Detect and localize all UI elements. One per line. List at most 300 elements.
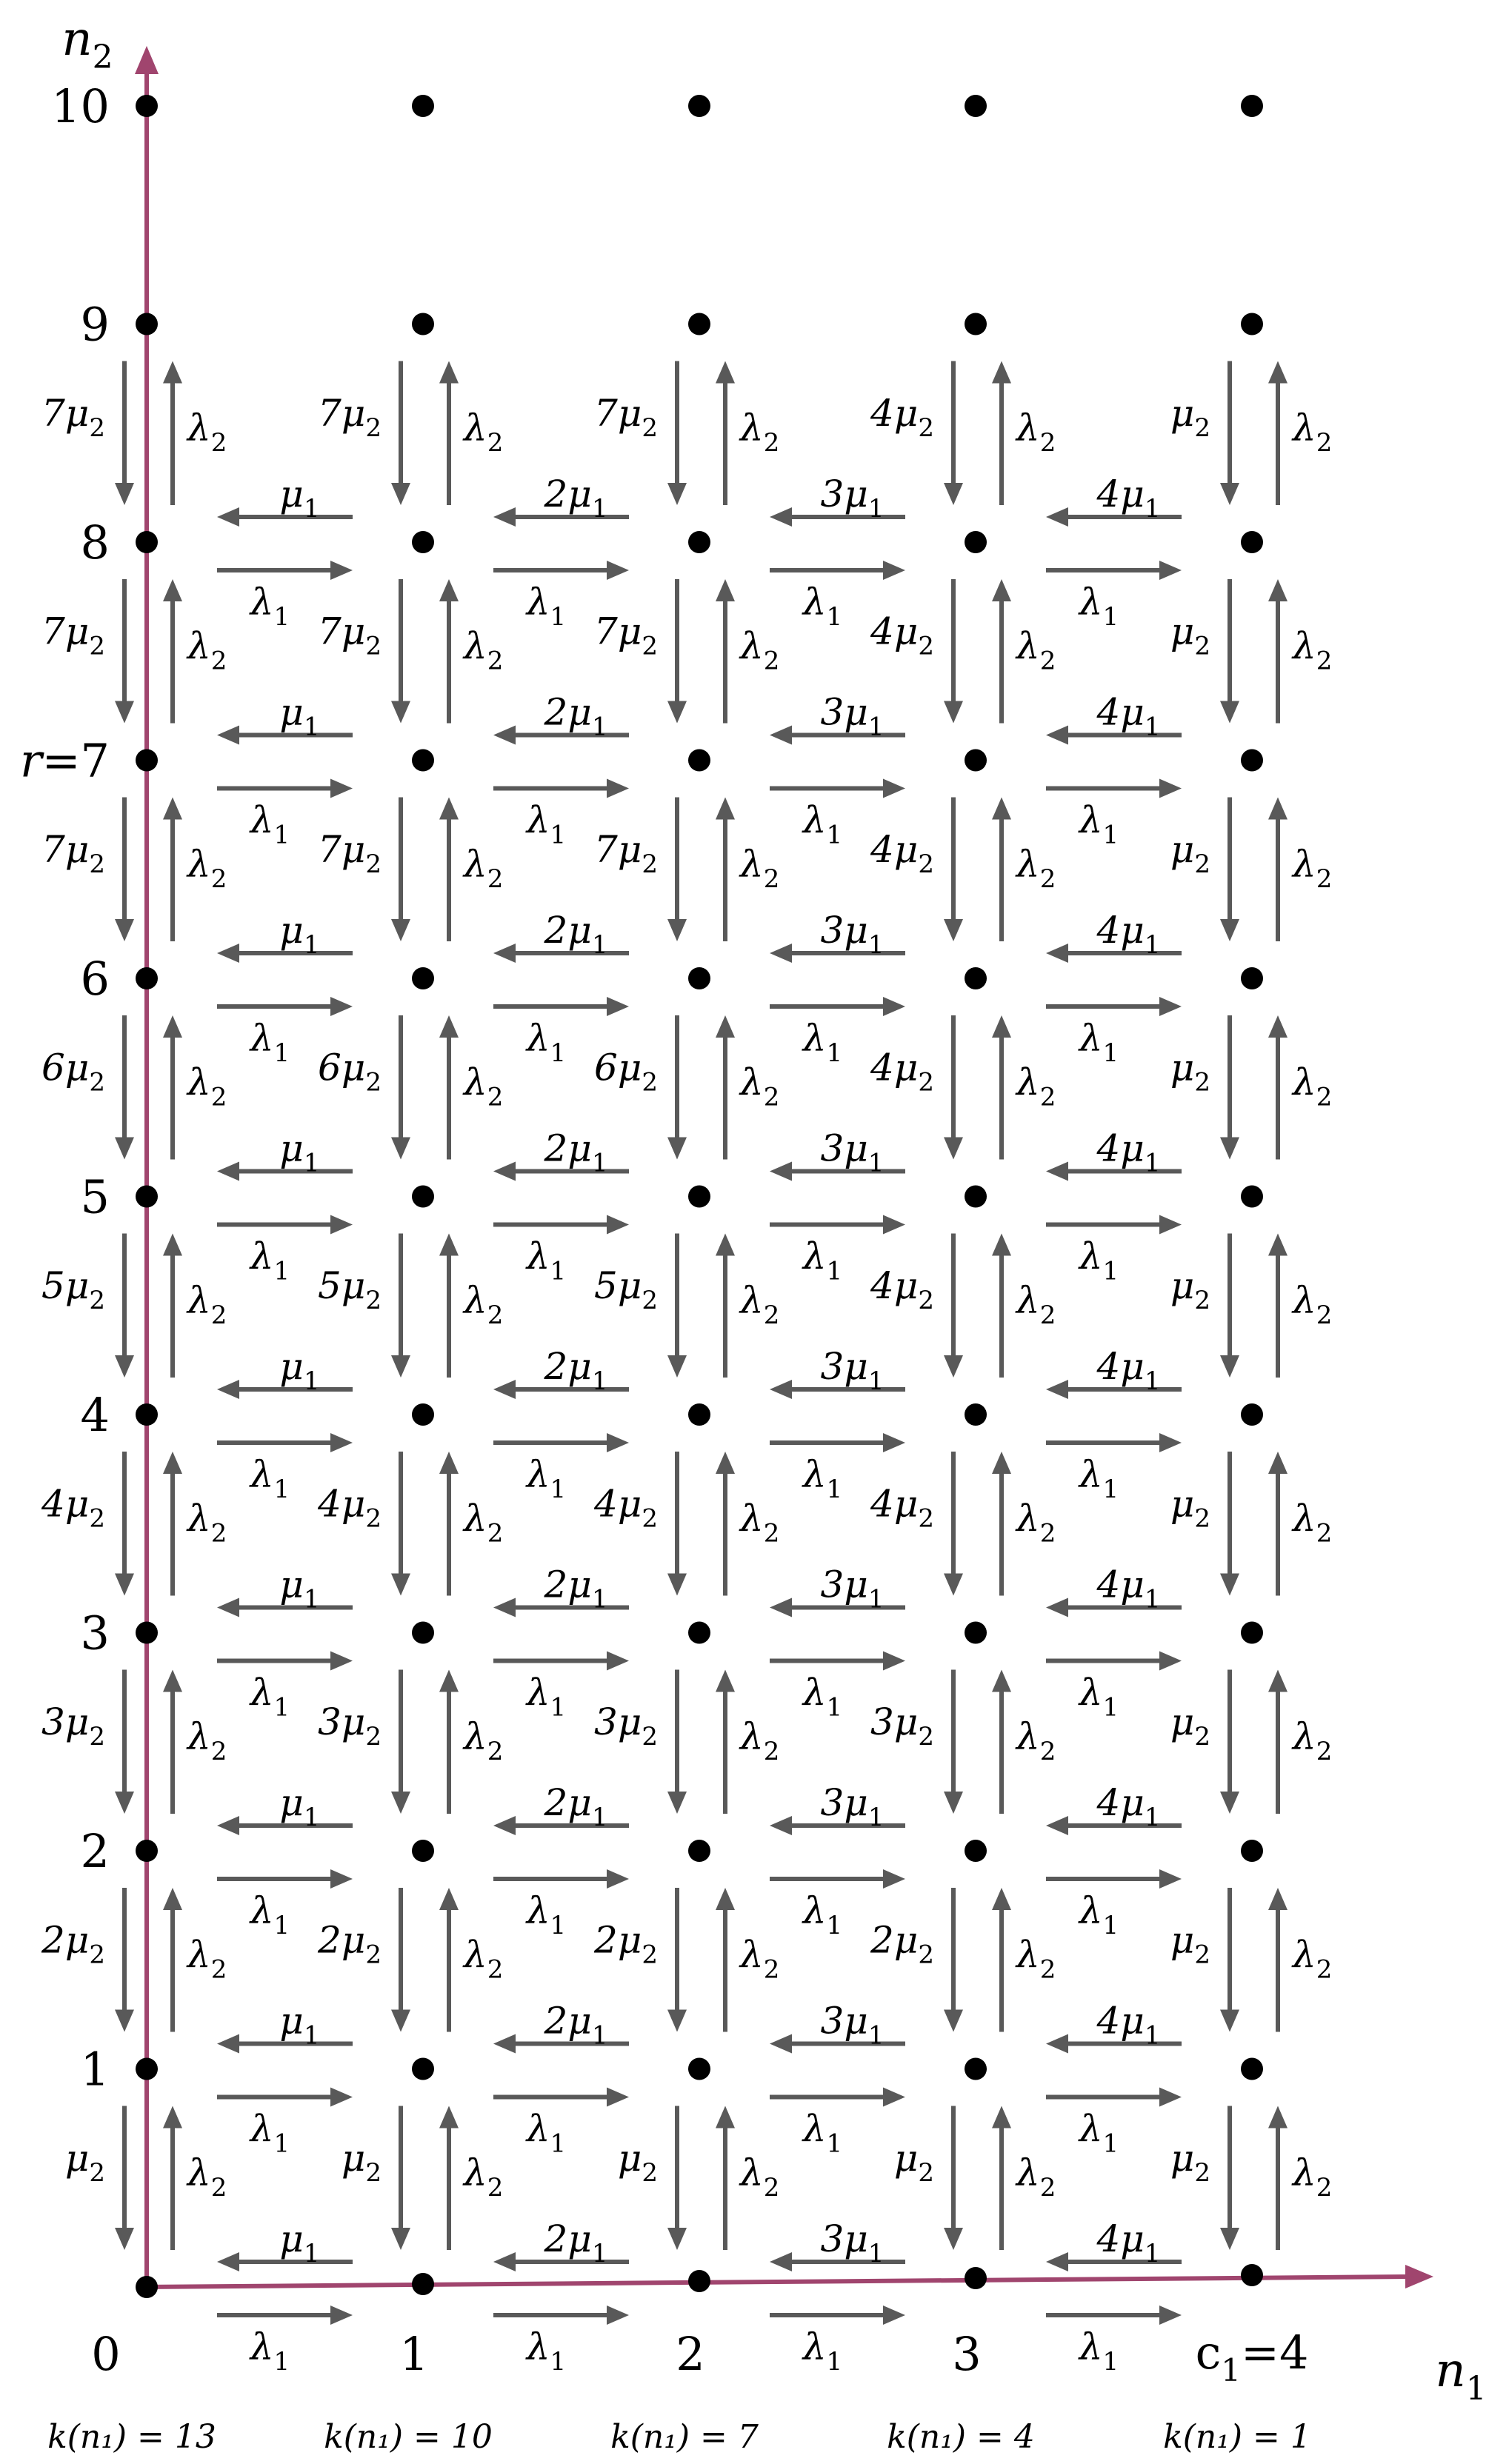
state-node <box>965 2267 987 2289</box>
mu2-down-arrow <box>944 1888 963 2032</box>
mu1-rate-label: $2\mu_1$ <box>544 1563 608 1615</box>
mu1-rate-label: $4\mu_1$ <box>1096 1781 1161 1832</box>
lambda2-rate-label: $\lambda_2$ <box>1293 1497 1333 1549</box>
lambda2-rate-label: $\lambda_2$ <box>464 1933 504 1985</box>
y-tick-label: 4 <box>80 1388 110 1442</box>
mu2-down-arrow-head <box>1220 2010 1239 2032</box>
mu2-down-arrow <box>667 579 687 724</box>
lambda2-up-arrow-head <box>439 1452 459 1474</box>
lambda1-rate-label: $\lambda_1$ <box>250 1889 290 1940</box>
mu1-left-arrow-head <box>217 1816 239 1835</box>
lambda2-up-arrow-head <box>163 1888 182 1910</box>
state-node <box>688 1840 710 1862</box>
lambda1-right-arrow <box>1046 997 1182 1016</box>
mu1-left-arrow-head <box>217 726 239 745</box>
state-node <box>136 95 158 117</box>
lambda2-up-arrow <box>716 2106 735 2251</box>
mu1-left-arrow-head <box>1046 2034 1068 2054</box>
mu1-rate-label: $3\mu_1$ <box>820 1999 885 2051</box>
lambda1-rate-label: $\lambda_1$ <box>1079 1017 1119 1068</box>
mu2-rate-label: $2\mu_2$ <box>870 1918 934 1970</box>
lambda2-up-arrow-head <box>439 1015 459 1038</box>
lambda1-rate-label: $\lambda_1$ <box>802 1889 843 1940</box>
lambda1-right-arrow <box>770 561 905 580</box>
mu1-left-arrow-head <box>217 944 239 963</box>
mu1-left-arrow-head <box>1046 1816 1068 1835</box>
mu1-rate-label: $3\mu_1$ <box>820 1345 885 1396</box>
lambda2-up-arrow <box>716 579 735 724</box>
k-label: k(n₁) = 4 <box>887 2418 1035 2456</box>
mu1-rate-label: $2\mu_1$ <box>544 1345 608 1396</box>
lambda1-rate-label: $\lambda_1$ <box>526 2107 567 2159</box>
state-node <box>688 1186 710 1208</box>
lambda1-rate-label: $\lambda_1$ <box>802 581 843 632</box>
mu2-rate-label: $\mu_2$ <box>1170 1482 1210 1534</box>
lambda2-rate-label: $\lambda_2$ <box>1293 1061 1333 1112</box>
lambda1-rate-label: $\lambda_1$ <box>1079 1453 1119 1504</box>
state-node <box>1241 531 1263 553</box>
lambda2-rate-label: $\lambda_2$ <box>187 842 227 894</box>
mu1-rate-label: $4\mu_1$ <box>1096 473 1161 524</box>
lambda1-rate-label: $\lambda_1$ <box>1079 2107 1119 2159</box>
mu2-down-arrow-head <box>944 1792 963 1814</box>
lambda2-up-arrow <box>716 798 735 942</box>
lambda2-rate-label: $\lambda_2$ <box>464 624 504 676</box>
lambda1-right-arrow <box>1046 1215 1182 1235</box>
mu1-left-arrow-head <box>493 1162 516 1181</box>
y-tick-label: 3 <box>80 1606 110 1660</box>
y-axis-arrowhead <box>135 46 159 74</box>
lambda2-rate-label: $\lambda_2$ <box>1016 406 1056 458</box>
state-nodes <box>136 95 1263 2298</box>
lambda2-up-arrow <box>439 579 459 724</box>
mu2-down-arrow <box>391 579 410 724</box>
lambda2-rate-label: $\lambda_2$ <box>1293 842 1333 894</box>
state-node <box>136 749 158 772</box>
mu2-down-arrow <box>667 798 687 942</box>
mu2-rate-label: $\mu_2$ <box>1170 2136 1210 2188</box>
lambda1-right-arrow <box>217 997 353 1016</box>
mu1-rate-label: $3\mu_1$ <box>820 690 885 742</box>
lambda1-right-arrow-head <box>607 1215 629 1235</box>
state-node <box>136 1840 158 1862</box>
lambda1-right-arrow <box>217 1215 353 1235</box>
state-node <box>965 95 987 117</box>
mu2-rate-label: $\mu_2$ <box>1170 1046 1210 1098</box>
mu2-rate-label: $5\mu_2$ <box>594 1263 658 1315</box>
state-node <box>136 1186 158 1208</box>
mu2-down-arrow-head <box>391 919 410 941</box>
k-label: k(n₁) = 10 <box>324 2418 493 2456</box>
mu1-left-arrow-head <box>1046 1380 1068 1399</box>
mu2-down-arrow <box>667 1452 687 1596</box>
lambda2-up-arrow <box>439 1015 459 1160</box>
lambda1-right-arrow <box>493 997 629 1016</box>
origin-label: 0 <box>91 2327 121 2381</box>
lambda2-up-arrow-head <box>992 1888 1011 1910</box>
mu1-left-arrow-head <box>493 2034 516 2054</box>
lambda2-up-arrow <box>163 361 182 506</box>
mu2-down-arrow <box>1220 579 1239 724</box>
mu2-rate-label: $7\mu_2$ <box>41 610 105 661</box>
mu2-rate-label: $7\mu_2$ <box>41 391 105 443</box>
mu2-down-arrow <box>391 1888 410 2032</box>
lambda2-rate-label: $\lambda_2$ <box>464 2151 504 2203</box>
lambda2-rate-label: $\lambda_2$ <box>1293 624 1333 676</box>
state-node <box>412 1186 434 1208</box>
lambda1-right-arrow-head <box>1159 2088 1182 2107</box>
lambda2-rate-label: $\lambda_2$ <box>464 1061 504 1112</box>
lambda2-up-arrow <box>716 1234 735 1378</box>
state-node <box>412 1403 434 1426</box>
mu2-down-arrow <box>944 1670 963 1814</box>
lambda1-right-arrow <box>493 1869 629 1889</box>
mu2-down-arrow-head <box>115 1355 134 1378</box>
mu2-rate-label: $3\mu_2$ <box>318 1700 382 1752</box>
lambda1-right-arrow <box>217 2306 353 2325</box>
x-tick-label: 1 <box>399 2327 429 2381</box>
state-node <box>412 313 434 335</box>
lambda1-right-arrow-head <box>330 561 353 580</box>
lambda2-rate-label: $\lambda_2$ <box>1016 1933 1056 1985</box>
mu1-left-arrow-head <box>1046 507 1068 527</box>
lambda1-rate-label: $\lambda_1$ <box>1079 1889 1119 1940</box>
lambda2-up-arrow <box>1268 1015 1288 1160</box>
lambda2-up-arrow-head <box>716 1888 735 1910</box>
lambda1-rate-label: $\lambda_1$ <box>250 581 290 632</box>
lambda2-up-arrow <box>439 1452 459 1596</box>
lambda1-right-arrow-head <box>330 779 353 798</box>
y-tick-label: 9 <box>80 297 110 352</box>
lambda1-right-arrow-head <box>330 2306 353 2325</box>
mu2-down-arrow <box>944 798 963 942</box>
mu2-rate-label: $4\mu_2$ <box>870 827 934 879</box>
lambda2-up-arrow-head <box>1268 1015 1288 1038</box>
lambda2-rate-label: $\lambda_2$ <box>464 1497 504 1549</box>
state-node <box>136 2276 158 2298</box>
state-node <box>412 2273 434 2295</box>
lambda2-up-arrow <box>163 1888 182 2032</box>
mu1-left-arrow-head <box>217 507 239 527</box>
mu2-down-arrow-head <box>1220 2228 1239 2250</box>
lambda2-rate-label: $\lambda_2$ <box>740 1061 780 1112</box>
lambda2-rate-label: $\lambda_2$ <box>187 1061 227 1112</box>
lambda2-up-arrow <box>439 2106 459 2251</box>
lambda2-rate-label: $\lambda_2$ <box>1293 1933 1333 1985</box>
lambda1-right-arrow <box>217 1869 353 1889</box>
x-axis-arrowhead <box>1405 2265 1433 2288</box>
mu1-rate-label: $3\mu_1$ <box>820 1126 885 1178</box>
lambda2-up-arrow <box>992 361 1011 506</box>
mu2-down-arrow <box>1220 2106 1239 2251</box>
mu2-down-arrow <box>391 798 410 942</box>
lambda2-rate-label: $\lambda_2$ <box>187 1278 227 1330</box>
mu1-rate-label: $2\mu_1$ <box>544 690 608 742</box>
lambda2-rate-label: $\lambda_2$ <box>1016 1715 1056 1766</box>
mu1-rate-label: $\mu_1$ <box>279 473 320 524</box>
lambda2-up-arrow-head <box>716 798 735 820</box>
state-node <box>136 967 158 989</box>
mu1-rate-label: $2\mu_1$ <box>544 2217 608 2268</box>
mu2-down-arrow-head <box>115 2228 134 2250</box>
mu2-rate-label: $4\mu_2$ <box>870 391 934 443</box>
mu1-left-arrow-head <box>770 2034 792 2054</box>
mu2-down-arrow-head <box>1220 1355 1239 1378</box>
lambda2-up-arrow <box>1268 1888 1288 2032</box>
y-tick-label: 10 <box>51 79 110 133</box>
lambda2-up-arrow-head <box>439 1670 459 1692</box>
state-node <box>412 2058 434 2080</box>
mu1-rate-label: $4\mu_1$ <box>1096 690 1161 742</box>
lambda2-rate-label: $\lambda_2$ <box>464 1715 504 1766</box>
mu2-down-arrow <box>944 361 963 506</box>
lambda1-right-arrow-head <box>883 2088 905 2107</box>
mu2-rate-label: $4\mu_2$ <box>41 1482 105 1534</box>
lambda2-up-arrow-head <box>163 1234 182 1256</box>
lambda2-up-arrow-head <box>439 798 459 820</box>
state-node <box>965 1186 987 1208</box>
lambda1-right-arrow <box>217 1652 353 1671</box>
lambda2-rate-label: $\lambda_2$ <box>1016 624 1056 676</box>
mu2-down-arrow-head <box>944 2228 963 2250</box>
mu2-rate-label: $4\mu_2$ <box>870 610 934 661</box>
mu1-left-arrow-head <box>217 1598 239 1617</box>
lambda1-rate-label: $\lambda_1$ <box>802 1017 843 1068</box>
y-axis-label: $n_2$ <box>61 12 113 76</box>
lambda2-up-arrow <box>716 1888 735 2032</box>
lambda1-right-arrow-head <box>330 997 353 1016</box>
lambda2-up-arrow <box>992 1888 1011 2032</box>
mu2-down-arrow-head <box>667 701 687 724</box>
lambda2-up-arrow <box>1268 1234 1288 1378</box>
axes <box>61 12 1486 2408</box>
lambda1-right-arrow <box>770 997 905 1016</box>
mu1-left-arrow-head <box>493 1816 516 1835</box>
mu1-rate-label: $2\mu_1$ <box>544 1999 608 2051</box>
mu2-down-arrow <box>391 2106 410 2251</box>
lambda2-up-arrow-head <box>716 1015 735 1038</box>
state-node <box>412 531 434 553</box>
mu2-down-arrow <box>391 1015 410 1160</box>
lambda2-up-arrow <box>1268 1452 1288 1596</box>
state-node <box>1241 1186 1263 1208</box>
mu2-rate-label: $2\mu_2$ <box>41 1918 105 1970</box>
mu1-left-arrow-head <box>770 1162 792 1181</box>
lambda1-rate-label: $\lambda_1$ <box>526 1235 567 1286</box>
mu2-down-arrow <box>115 798 134 942</box>
lambda2-rate-label: $\lambda_2$ <box>740 624 780 676</box>
mu1-left-arrow-head <box>493 1380 516 1399</box>
k-labels <box>47 2418 1311 2456</box>
lambda2-up-arrow <box>1268 361 1288 506</box>
mu2-down-arrow-head <box>667 2010 687 2032</box>
lambda2-up-arrow-head <box>439 2106 459 2129</box>
lambda1-rate-label: $\lambda_1$ <box>802 1671 843 1723</box>
mu2-down-arrow <box>115 1234 134 1378</box>
mu2-rate-label: $4\mu_2$ <box>594 1482 658 1534</box>
mu1-left-arrow-head <box>1046 2252 1068 2271</box>
lambda1-right-arrow-head <box>1159 1433 1182 1452</box>
lambda1-right-arrow <box>493 779 629 798</box>
mu2-down-arrow-head <box>944 2010 963 2032</box>
mu1-left-arrow-head <box>1046 944 1068 963</box>
lambda1-right-arrow-head <box>883 997 905 1016</box>
x-tick-label: $c_1=4$ <box>1195 2326 1309 2388</box>
lambda2-rate-label: $\lambda_2$ <box>1016 1061 1056 1112</box>
mu1-rate-label: $\mu_1$ <box>279 1126 320 1178</box>
lambda1-right-arrow <box>217 779 353 798</box>
mu2-down-arrow-head <box>944 483 963 505</box>
lambda2-up-arrow-head <box>163 798 182 820</box>
lambda2-up-arrow <box>716 1015 735 1160</box>
mu2-rate-label: $3\mu_2$ <box>870 1700 934 1752</box>
lambda2-rate-label: $\lambda_2$ <box>1293 1278 1333 1330</box>
mu1-left-arrow-head <box>217 2034 239 2054</box>
lambda1-right-arrow-head <box>883 1215 905 1235</box>
mu2-rate-label: $\mu_2$ <box>893 2136 934 2188</box>
mu2-down-arrow <box>667 1888 687 2032</box>
mu2-down-arrow <box>667 2106 687 2251</box>
mu2-down-arrow-head <box>115 1792 134 1814</box>
lambda2-up-arrow-head <box>992 579 1011 601</box>
mu2-down-arrow <box>115 361 134 506</box>
lambda2-up-arrow <box>163 1015 182 1160</box>
mu1-rate-label: $\mu_1$ <box>279 1345 320 1396</box>
mu2-down-arrow-head <box>1220 701 1239 724</box>
state-node <box>136 531 158 553</box>
lambda1-rate-label: $\lambda_1$ <box>250 2326 290 2377</box>
mu2-down-arrow <box>1220 1888 1239 2032</box>
state-node <box>965 2058 987 2080</box>
lambda2-up-arrow-head <box>1268 2106 1288 2129</box>
lambda1-right-arrow-head <box>883 779 905 798</box>
lambda2-rate-label: $\lambda_2$ <box>1293 2151 1333 2203</box>
lambda2-up-arrow <box>716 361 735 506</box>
y-tick-label: 2 <box>80 1824 110 1878</box>
state-node <box>1241 2264 1263 2286</box>
lambda2-up-arrow-head <box>163 1015 182 1038</box>
mu2-down-arrow <box>115 1452 134 1596</box>
mu1-left-arrow-head <box>217 2252 239 2271</box>
mu1-rate-label: $2\mu_1$ <box>544 473 608 524</box>
mu1-left-arrow-head <box>770 1816 792 1835</box>
mu2-down-arrow <box>667 361 687 506</box>
mu1-rate-label: $4\mu_1$ <box>1096 909 1161 960</box>
lambda1-rate-label: $\lambda_1$ <box>1079 581 1119 632</box>
lambda1-right-arrow <box>493 1652 629 1671</box>
lambda1-right-arrow <box>770 1433 905 1452</box>
lambda2-up-arrow <box>992 1670 1011 1814</box>
mu2-down-arrow-head <box>391 1138 410 1160</box>
mu2-down-arrow-head <box>391 483 410 505</box>
lambda1-right-arrow-head <box>883 1652 905 1671</box>
mu2-down-arrow <box>667 1670 687 1814</box>
mu2-down-arrow-head <box>1220 483 1239 505</box>
lambda2-rate-label: $\lambda_2$ <box>187 1497 227 1549</box>
mu1-left-arrow-head <box>770 1380 792 1399</box>
lambda1-right-arrow-head <box>1159 779 1182 798</box>
mu2-rate-label: $7\mu_2$ <box>318 391 382 443</box>
lambda2-up-arrow-head <box>1268 1234 1288 1256</box>
lambda1-rate-label: $\lambda_1$ <box>250 1235 290 1286</box>
lambda2-up-arrow-head <box>163 579 182 601</box>
state-node <box>688 95 710 117</box>
state-node <box>965 531 987 553</box>
state-node <box>965 967 987 989</box>
mu2-down-arrow <box>667 1234 687 1378</box>
lambda2-up-arrow <box>1268 1670 1288 1814</box>
lambda2-rate-label: $\lambda_2$ <box>187 2151 227 2203</box>
lambda1-rate-label: $\lambda_1$ <box>526 2326 567 2377</box>
lambda2-rate-label: $\lambda_2$ <box>464 406 504 458</box>
mu2-rate-label: $7\mu_2$ <box>41 827 105 879</box>
lambda1-right-arrow-head <box>883 2306 905 2325</box>
mu2-down-arrow <box>944 1234 963 1378</box>
mu2-rate-label: $6\mu_2$ <box>41 1046 105 1098</box>
lambda1-right-arrow-head <box>1159 2306 1182 2325</box>
lambda2-up-arrow-head <box>1268 361 1288 384</box>
mu1-rate-label: $3\mu_1$ <box>820 1781 885 1832</box>
state-node <box>412 1840 434 1862</box>
mu1-rate-label: $4\mu_1$ <box>1096 2217 1161 2268</box>
lambda1-right-arrow-head <box>607 2088 629 2107</box>
mu1-left-arrow-head <box>1046 726 1068 745</box>
lambda2-rate-label: $\lambda_2$ <box>1016 2151 1056 2203</box>
mu1-rate-label: $2\mu_1$ <box>544 1781 608 1832</box>
mu2-rate-label: $\mu_2$ <box>1170 610 1210 661</box>
mu2-down-arrow-head <box>667 1355 687 1378</box>
mu2-down-arrow <box>391 361 410 506</box>
state-node <box>136 313 158 335</box>
lambda1-right-arrow-head <box>607 1652 629 1671</box>
lambda1-right-arrow <box>770 779 905 798</box>
state-node <box>965 749 987 772</box>
lambda2-rate-label: $\lambda_2$ <box>187 1715 227 1766</box>
mu2-rate-label: $3\mu_2$ <box>594 1700 658 1752</box>
lambda2-rate-label: $\lambda_2$ <box>740 1715 780 1766</box>
mu2-rate-label: $4\mu_2$ <box>870 1263 934 1315</box>
lambda1-rate-label: $\lambda_1$ <box>250 1671 290 1723</box>
mu2-down-arrow-head <box>944 919 963 941</box>
lambda1-right-arrow <box>493 1215 629 1235</box>
lambda2-up-arrow-head <box>992 798 1011 820</box>
mu2-down-arrow <box>391 1452 410 1596</box>
lambda2-up-arrow <box>163 1670 182 1814</box>
mu1-rate-label: $2\mu_1$ <box>544 909 608 960</box>
mu2-rate-label: $7\mu_2$ <box>594 391 658 443</box>
mu2-rate-label: $3\mu_2$ <box>41 1700 105 1752</box>
lambda1-right-arrow-head <box>1159 1869 1182 1889</box>
mu1-left-arrow-head <box>1046 1162 1068 1181</box>
mu2-rate-label: $5\mu_2$ <box>318 1263 382 1315</box>
mu1-left-arrow-head <box>493 726 516 745</box>
mu2-down-arrow-head <box>115 919 134 941</box>
lambda1-rate-label: $\lambda_1$ <box>1079 798 1119 850</box>
lambda2-rate-label: $\lambda_2$ <box>1293 406 1333 458</box>
lambda1-right-arrow-head <box>607 1869 629 1889</box>
state-node <box>1241 2058 1263 2080</box>
state-node <box>965 313 987 335</box>
mu1-left-arrow-head <box>1046 1598 1068 1617</box>
mu1-left-arrow-head <box>217 1162 239 1181</box>
lambda2-up-arrow-head <box>439 579 459 601</box>
lambda1-right-arrow <box>493 1433 629 1452</box>
lambda2-up-arrow <box>439 1888 459 2032</box>
lambda2-up-arrow-head <box>992 1670 1011 1692</box>
state-node <box>136 2058 158 2080</box>
lambda2-up-arrow-head <box>716 2106 735 2129</box>
lambda2-rate-label: $\lambda_2$ <box>1293 1715 1333 1766</box>
